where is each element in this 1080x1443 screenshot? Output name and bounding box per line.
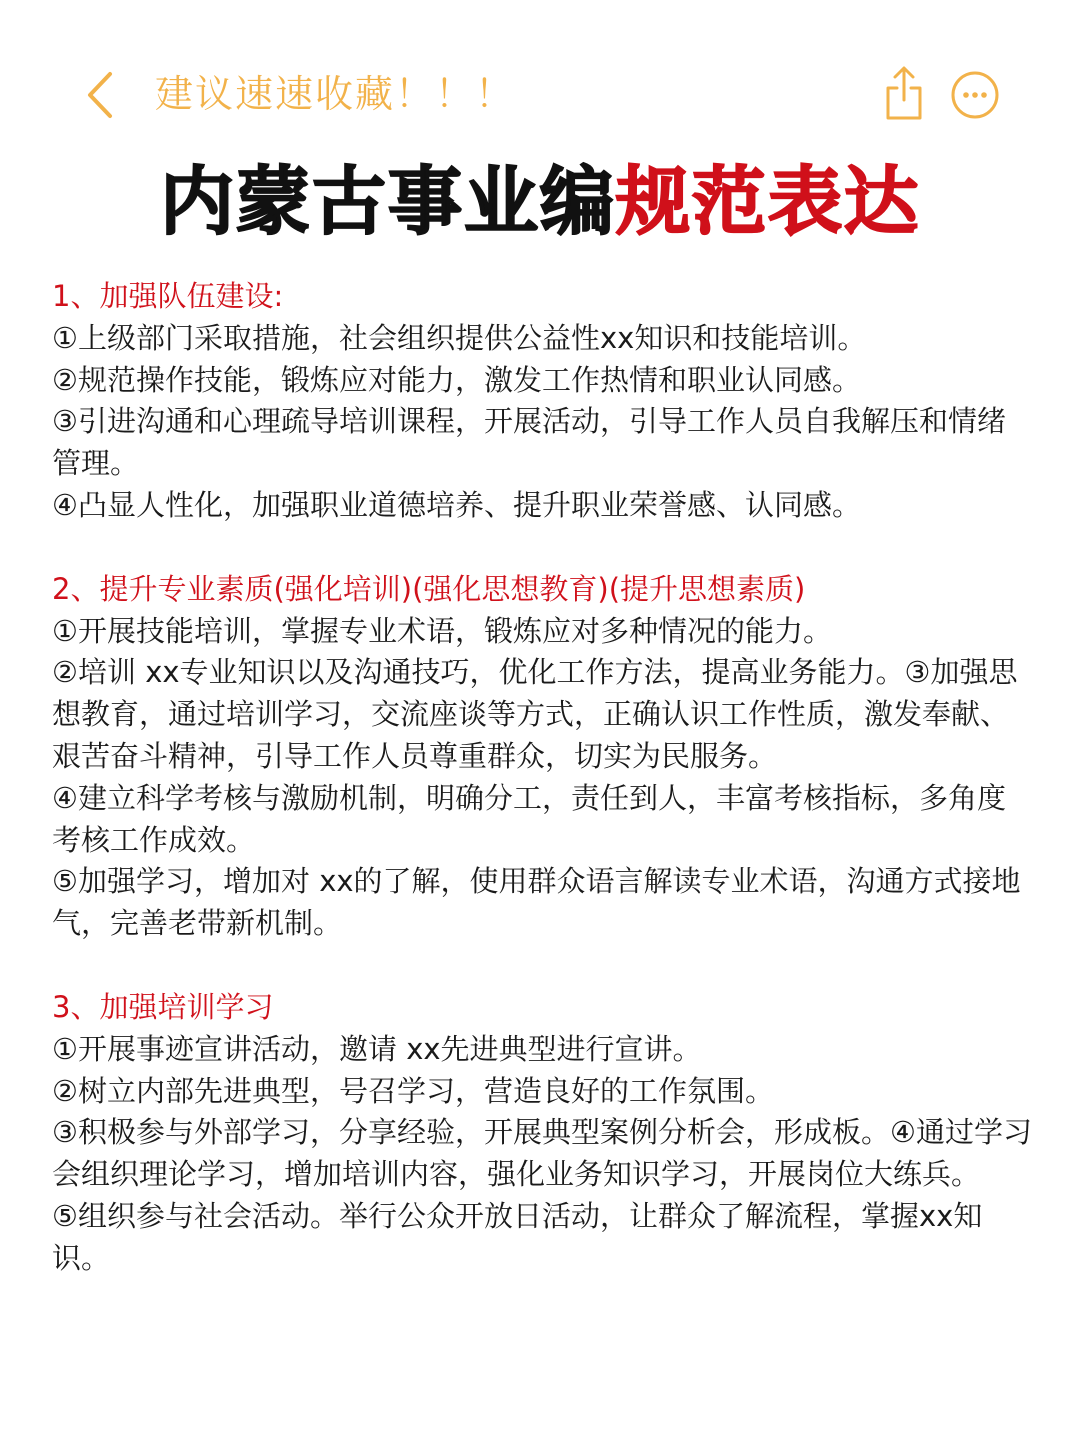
share-icon[interactable] (880, 64, 928, 124)
list-item: ③引进沟通和心理疏导培训课程，开展活动，引导工作人员自我解压和情绪管理。 (52, 404, 1006, 481)
list-item: ③积极参与外部学习，分享经验，开展典型案例分析会，形成板。④通过学习会组织理论学习，增加培训内容，强化业务知识学习，开展岗位大练兵。 (52, 1115, 1032, 1192)
section-heading: 2、提升专业素质(强化培训)(强化思想教育)(提升思想素质) (52, 571, 806, 606)
list-item: ①开展技能培训，掌握专业术语，锻炼应对多种情况的能力。 (52, 613, 832, 648)
list-item: ②树立内部先进典型，号召学习，营造良好的工作氛围。 (52, 1073, 774, 1108)
section-3 (52, 987, 1032, 1280)
list-item: ①开展事迹宣讲活动，邀请 xx先进典型进行宣讲。 (52, 1031, 702, 1066)
nav-title: 建议速速收藏！！！ (155, 72, 516, 116)
section-heading: 3、加强培训学习 (52, 989, 274, 1024)
list-item: ⑤组织参与社会活动。举行公众开放日活动，让群众了解流程，掌握xx知识。 (52, 1198, 983, 1275)
chevron-left-icon[interactable] (78, 70, 128, 120)
section-heading: 1、加强队伍建设: (52, 279, 284, 313)
page-title (0, 160, 1080, 244)
list-item: ⑤加强学习，增加对 xx的了解，使用群众语言解读专业术语，沟通方式接地气，完善老带新机制。 (52, 864, 1021, 941)
list-item: ②规范操作技能，锻炼应对能力，激发工作热情和职业认同感。 (52, 362, 861, 397)
list-item: ①上级部门采取措施，社会组织提供公益性xx知识和技能培训。 (52, 320, 867, 355)
list-item: ②培训 xx专业知识以及沟通技巧，优化工作方法，提高业务能力。③加强思想教育，通过培训学习，交流座谈等方式，正确认识工作性质，激发奉献、艰苦奋斗精神，引导工作人员尊重群众，切实为民服务。 (52, 655, 1018, 773)
section-1 (52, 276, 1032, 527)
article-content (52, 276, 1032, 1280)
page-title-red-part: 规范表达 (616, 159, 920, 245)
page-title-black-part: 内蒙古事业编 (160, 159, 616, 245)
more-icon[interactable] (950, 70, 1000, 120)
list-item: ④凸显人性化，加强职业道德培养、提升职业荣誉感、认同感。 (52, 487, 861, 522)
list-item: ④建立科学考核与激励机制，明确分工，责任到人，丰富考核指标，多角度考核工作成效。 (52, 780, 1006, 857)
section-2 (52, 569, 1032, 945)
